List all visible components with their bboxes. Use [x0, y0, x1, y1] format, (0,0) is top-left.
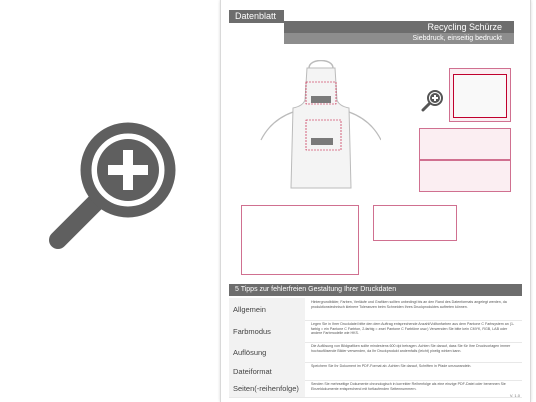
format-info-box	[419, 128, 511, 160]
print-area-inner	[453, 74, 507, 118]
data-notes-box	[241, 205, 359, 275]
small-zoom-icon[interactable]	[421, 88, 445, 112]
tip-text: Hintergrundbilder, Farben, Verläufe und Grafiken sollten unbedingt bis an den Rand des Datenformats angelegt werden, da produktionstechnisch kleinere Toleranzen beim Schneiden Ihres Druckproduktes auftreten können.	[311, 300, 507, 309]
datasheet-preview[interactable]	[220, 0, 531, 402]
product-subtitle: Siebdruck, einseitig bedruckt	[284, 33, 514, 44]
tip-text: Senden Sie mehrseitige Dokumente chronologisch in korrekter Reihenfolge als eine einzige PDF-Datei oder benennen Sie Einzeldokumente entsprechend mit fortlaufenden Seitennummern.	[311, 382, 506, 391]
version-label: V. 1.0	[509, 393, 520, 398]
tip-text: Die Auflösung von Bildgrafiken sollte mindestens 600 dpi betragen. Achten Sie darauf, dass Sie für Ihre Druckvorlagen immer hochauflösende Bilder verwenden, da Ihr Druckprodukt andernfalls (leicht) pixelig wirken kann.	[311, 344, 511, 353]
proof-notes-box	[373, 205, 457, 241]
tip-row-aufloesung	[229, 342, 522, 363]
tip-row-farbmodus	[229, 320, 522, 343]
tip-row-dateiformat	[229, 362, 522, 381]
tip-label: Allgemein	[229, 298, 305, 320]
datasheet-tag: Datenblatt	[229, 10, 284, 23]
tip-text: Speichern Sie Ihr Dokument im PDF-Format ab. Achten Sie darauf, Schriften in Pfade umzuwandeln.	[311, 364, 472, 368]
apron-illustration	[221, 60, 381, 200]
tip-label: Dateiformat	[229, 362, 305, 380]
tip-label: Seiten(-reihenfolge)	[229, 380, 305, 397]
zoom-in-icon[interactable]	[48, 118, 180, 250]
safety-info-box	[419, 160, 511, 192]
product-title: Recycling Schürze	[284, 21, 514, 33]
tips-heading: 5 Tipps zur fehlerfreien Gestaltung Ihrer Druckdaten	[229, 284, 522, 296]
tip-text: Legen Sie in Ihrer Druckdatei bitte den dem Auftrag entsprechende Anzahl/Volltonfarben aus dem Pantone C Farbsystem an (1-farbig = ein Pantone C Farbton, 2-farbig = zwei Pantone C Farbtöne usw.) Verwenden Sie bitte kein CMYK, RGB, LAB oder andere Farbmodelle wie HKS.	[311, 322, 515, 336]
tip-row-seiten	[229, 380, 522, 398]
tip-label: Auflösung	[229, 342, 305, 362]
tip-row-allgemein	[229, 298, 522, 321]
tip-label: Farbmodus	[229, 320, 305, 342]
